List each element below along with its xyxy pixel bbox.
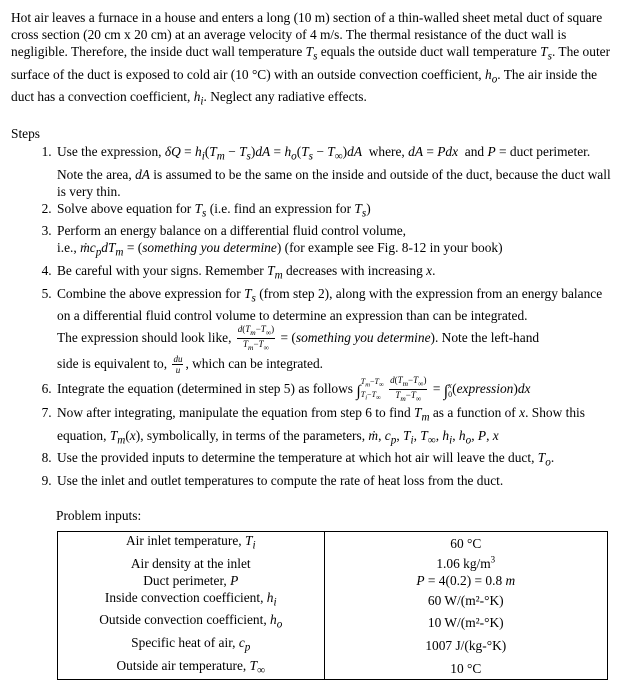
steps-list xyxy=(11,143,615,489)
input-label: Outside convection coefficient, $h_o$ xyxy=(58,611,325,634)
steps-heading: Steps xyxy=(11,126,41,142)
problem-statement: Hot air leaves a furnace in a house and enters a long (10 m) section of a thin-walled sheet metal duct of square cross section (20 cm x 20 cm) at an average velocity of 4 m/s. The thermal resistance of the duct wall is negligible. Therefore, the inside duct wall temperature $T_s$ equals the outside duct wall temperature $T_s$. The outer surface of the duct is exposed to cold air (10 °C) with an outside convection coefficient, $h_o$. The air inside the duct has a convection coefficient, $h_i$. Neglect any radiative effects. xyxy=(11,10,611,109)
step-9: 9. Use the inlet and outlet temperatures to compute the rate of heat loss from the duct. xyxy=(55,472,615,489)
step-2: 2. Solve above equation for $T_s$ (i.e. find an expression for $T_s$) xyxy=(55,200,615,223)
step-5: 5. Combine the above expression for $T_s$ (from step 2), along with the expression from an energy balance on a differential fluid control volume to determine an expression than can be integrated. The expression should look like, $\frac{d(T_m-T_\infty)}{T_m-T_\infty}$ = (something you determine). Note the left-hand side is equivalent to, $\frac{du}{u}$ , which can be integrated. xyxy=(55,285,615,376)
input-value: 60 W/(m²-°K) xyxy=(324,589,607,612)
input-label: Outside air temperature, $T_\infty$ xyxy=(58,657,325,680)
step-1: 1. Use the expression, $\delta Q = h_i(T_m - T_s)dA = h_o(T_s - T_\infty)dA$ where, dA = Pdx and P = duct perimeter. Note the area, dA is assumed to be the same on the inside and outside of the duct, because the duct wall is very thin. xyxy=(55,143,615,200)
input-label: Air inlet temperature, $T_i$ xyxy=(58,532,325,555)
table-row xyxy=(58,532,608,555)
input-label: Duct perimeter, P xyxy=(58,572,325,589)
inputs-heading: Problem inputs: xyxy=(56,508,142,523)
step-6: 6. Integrate the equation (determined in step 5) as follows $\int T_m-T_\infty$ $T_i-T_\infty$ $\frac{d(T_m-T_\infty)}{T_m-T_\infty}$ = ∫x 0(expression)dx xyxy=(55,375,615,404)
input-label: Specific heat of air, $c_p$ xyxy=(58,634,325,657)
input-label: Air density at the inlet xyxy=(58,555,325,572)
input-label: Inside convection coefficient, $h_i$ xyxy=(58,589,325,612)
input-value: P = 4(0.2) = 0.8 m xyxy=(324,572,607,589)
step-3: 3. Perform an energy balance on a differential fluid control volume, i.e., $ṁc_pdT_m$ = (something you determine) (for example see Fig. 8-12 in your book) xyxy=(55,222,615,262)
document-page xyxy=(11,9,615,680)
table-row xyxy=(58,634,608,657)
table-row xyxy=(58,611,608,634)
step-7: 7. Now after integrating, manipulate the equation from step 6 to find $T_m$ as a function of x. Show this equation, $T_m(x)$, symbolically, in terms of the parameters, ṁ, $c_p$, $T_i$, $T_\infty$, $h_i$, $h_o$, P, x xyxy=(55,404,615,449)
step-4: 4. Be careful with your signs. Remember $T_m$ decreases with increasing x. xyxy=(55,262,615,285)
inputs-table xyxy=(57,531,608,680)
table-row xyxy=(58,555,608,572)
table-row xyxy=(58,589,608,612)
table-row xyxy=(58,657,608,680)
step-8: 8. Use the provided inputs to determine the temperature at which hot air will leave the duct, $T_o$. xyxy=(55,449,615,472)
input-value: 1007 J/(kg-°K) xyxy=(324,634,607,657)
input-value: 10 W/(m²-°K) xyxy=(324,611,607,634)
table-row xyxy=(58,572,608,589)
input-value: 10 °C xyxy=(324,657,607,680)
input-value: 1.06 $kg/m^3$ xyxy=(324,555,607,572)
input-value: 60 °C xyxy=(324,532,607,555)
